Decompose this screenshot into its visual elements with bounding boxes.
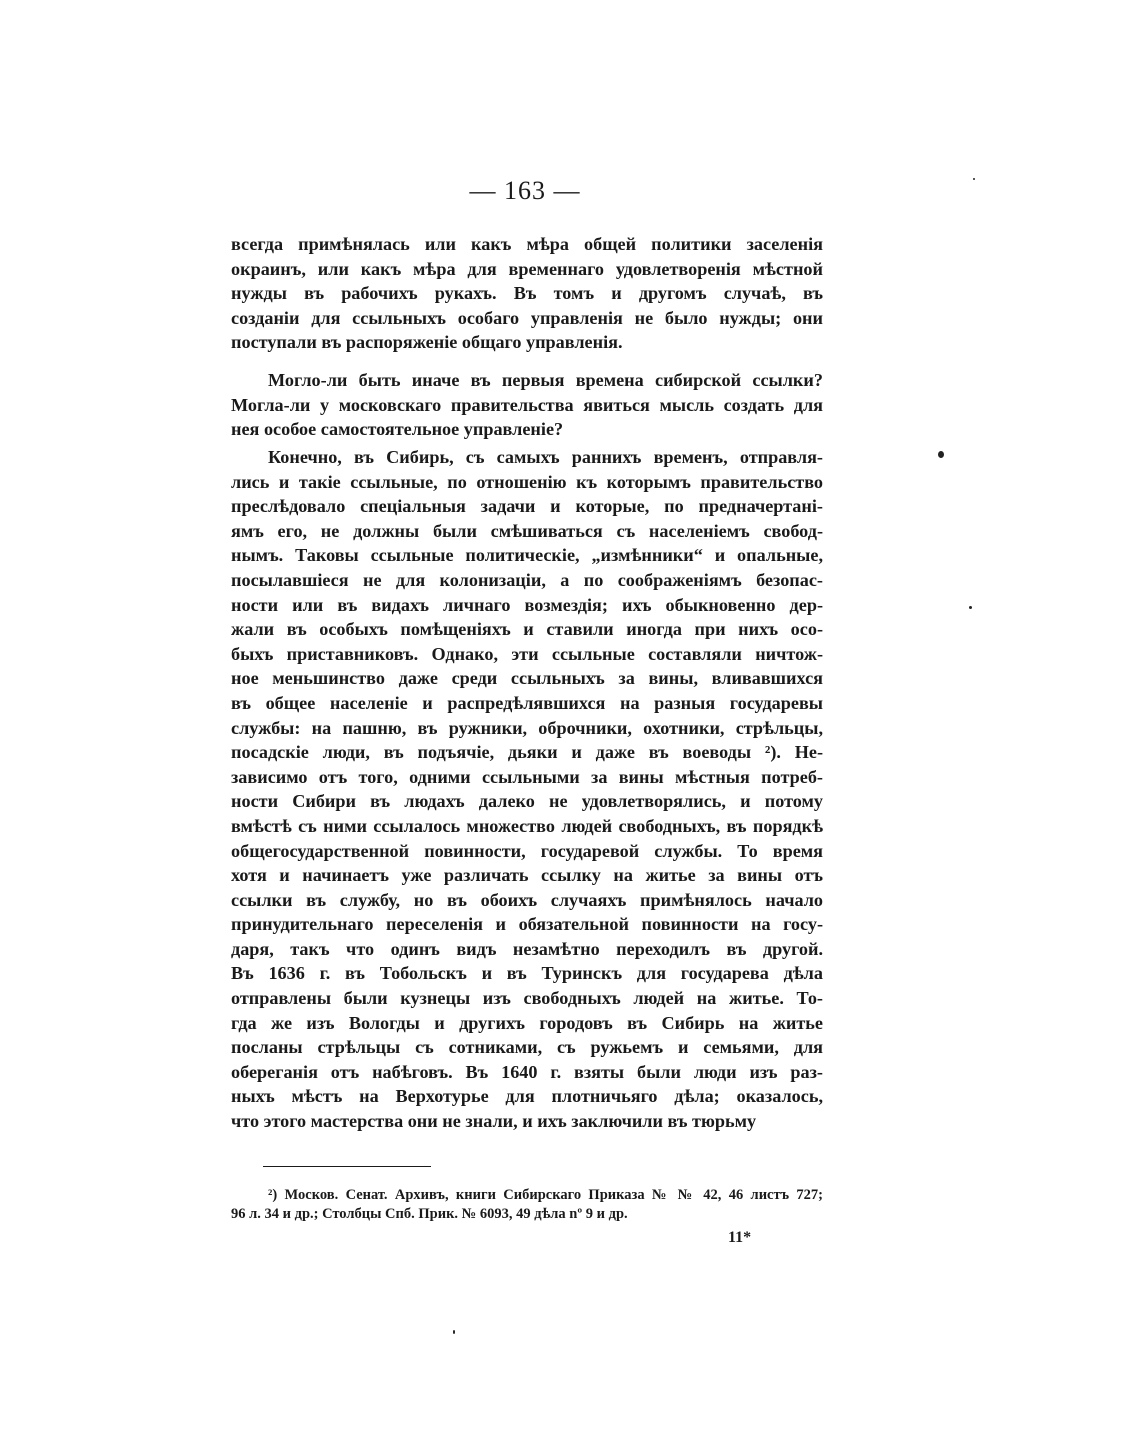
text-line: жали въ особыхъ помѣщеніяхъ и ставили иногда при нихъ осо- xyxy=(231,619,823,640)
text-line: Могла-ли у московскаго правительства явиться мысль создать для xyxy=(231,394,823,415)
page-number: — 163 — xyxy=(469,176,581,205)
text-line: ности Сибири въ людахъ далеко не удовлетворялись, и потому xyxy=(231,791,823,812)
text-line: лись и такіе ссыльные, по отношенію къ которымъ правительство xyxy=(231,471,823,492)
text-line: нымъ. Таковы ссыльные политическіе, „измѣнники“ и опальные, xyxy=(231,545,823,566)
scan-speck xyxy=(453,1330,455,1334)
scan-speck xyxy=(973,178,975,180)
paragraph-1 xyxy=(231,232,823,355)
text-line: службы: на пашню, въ ружники, оброчники, охотники, стрѣльцы, xyxy=(231,717,823,738)
signature-mark: 11* xyxy=(728,1229,752,1246)
text-line: ямъ его, не должны были смѣшиваться съ населеніемъ свобод- xyxy=(231,520,823,541)
scan-speck xyxy=(969,606,972,609)
text-line: что этого мастерства они не знали, и ихъ заключили въ тюрьму xyxy=(231,1111,757,1132)
footnote-line: ²) Москов. Сенат. Архивъ, книги Сибирскаго Приказа № № 42, 46 листъ 727; xyxy=(268,1187,823,1203)
text-line: гда же изъ Вологды и другихъ городовъ въ Сибирь на житье xyxy=(231,1012,823,1033)
text-line: Могло-ли быть иначе въ первыя времена сибирской ссылки? xyxy=(268,370,823,390)
text-line: нужды въ рабочихъ рукахъ. Въ томъ и другомъ случаѣ, въ xyxy=(231,283,823,304)
text-line: посылавшіеся не для колонизаціи, а по соображеніямъ безопас- xyxy=(231,569,823,590)
text-line: вмѣстѣ съ ними ссылалось множество людей свободныхъ, въ порядкѣ xyxy=(231,815,823,836)
footnote-line: 96 л. 34 и др.; Столбцы Спб. Прик. № 6093, 49 дѣла nº 9 и др. xyxy=(231,1206,628,1222)
text-line: отправлены были кузнецы изъ свободныхъ людей на житье. То- xyxy=(231,988,823,1009)
text-line: въ общее населеніе и распредѣлявшихся на разныя государевы xyxy=(231,692,823,713)
text-line: посадскіе люди, въ подъячіе, дьяки и даже въ воеводы ²). Не- xyxy=(231,742,823,763)
paragraph-3 xyxy=(231,445,823,1134)
text-line: созданіи для ссыльныхъ особаго управленія не было нужды; они xyxy=(231,307,823,328)
text-line: ное меньшинство даже среди ссыльныхъ за вины, вливавшихся xyxy=(231,668,823,689)
paragraph-2 xyxy=(231,368,823,442)
text-line: всегда примѣнялась или какъ мѣра общей политики заселенія xyxy=(231,234,823,254)
text-line: окраинъ, или какъ мѣра для временнаго удовлетворенія мѣстной xyxy=(231,258,823,279)
text-line: хотя и начинаетъ уже различать ссылку на житье за вины отъ xyxy=(231,865,823,886)
footnote xyxy=(231,1186,823,1224)
text-line: быхъ приставниковъ. Однако, эти ссыльные составляли ничтож- xyxy=(231,643,823,664)
text-line: ссылки въ службу, но въ обоихъ случаяхъ примѣнялось начало xyxy=(231,889,823,910)
text-line: преслѣдовало спеціальныя задачи и которые, по предначертані- xyxy=(231,496,823,517)
footnote-divider xyxy=(263,1166,431,1167)
text-line: Конечно, въ Сибирь, съ самыхъ раннихъ временъ, отправля- xyxy=(268,447,823,467)
text-line: посланы стрѣльцы съ сотниками, съ ружьемъ и семьями, для xyxy=(231,1037,823,1058)
text-line: принудительнаго переселенія и обязательной повинности на госу- xyxy=(231,914,823,935)
text-line: зависимо отъ того, одними ссыльными за вины мѣстныя потреб- xyxy=(231,766,823,787)
text-line: Въ 1636 г. въ Тобольскъ и въ Туринскъ для государева дѣла xyxy=(231,963,823,984)
text-line: ности или въ видахъ личнаго возмездія; ихъ обыкновенно дер- xyxy=(231,594,823,615)
text-line: ныхъ мѣстъ на Верхотурье для плотничьяго дѣла; оказалось, xyxy=(231,1086,823,1107)
scan-speck xyxy=(938,451,944,458)
text-line: общегосударственной повинности, государевой службы. То время xyxy=(231,840,823,861)
text-line: обереганія отъ набѣговъ. Въ 1640 г. взяты были люди изъ раз- xyxy=(231,1061,823,1082)
text-line: нея особое самостоятельное управленіе? xyxy=(231,419,564,440)
text-line: поступали въ распоряженіе общаго управленія. xyxy=(231,332,623,353)
text-line: даря, такъ что одинъ видъ незамѣтно переходилъ въ другой. xyxy=(231,938,823,959)
